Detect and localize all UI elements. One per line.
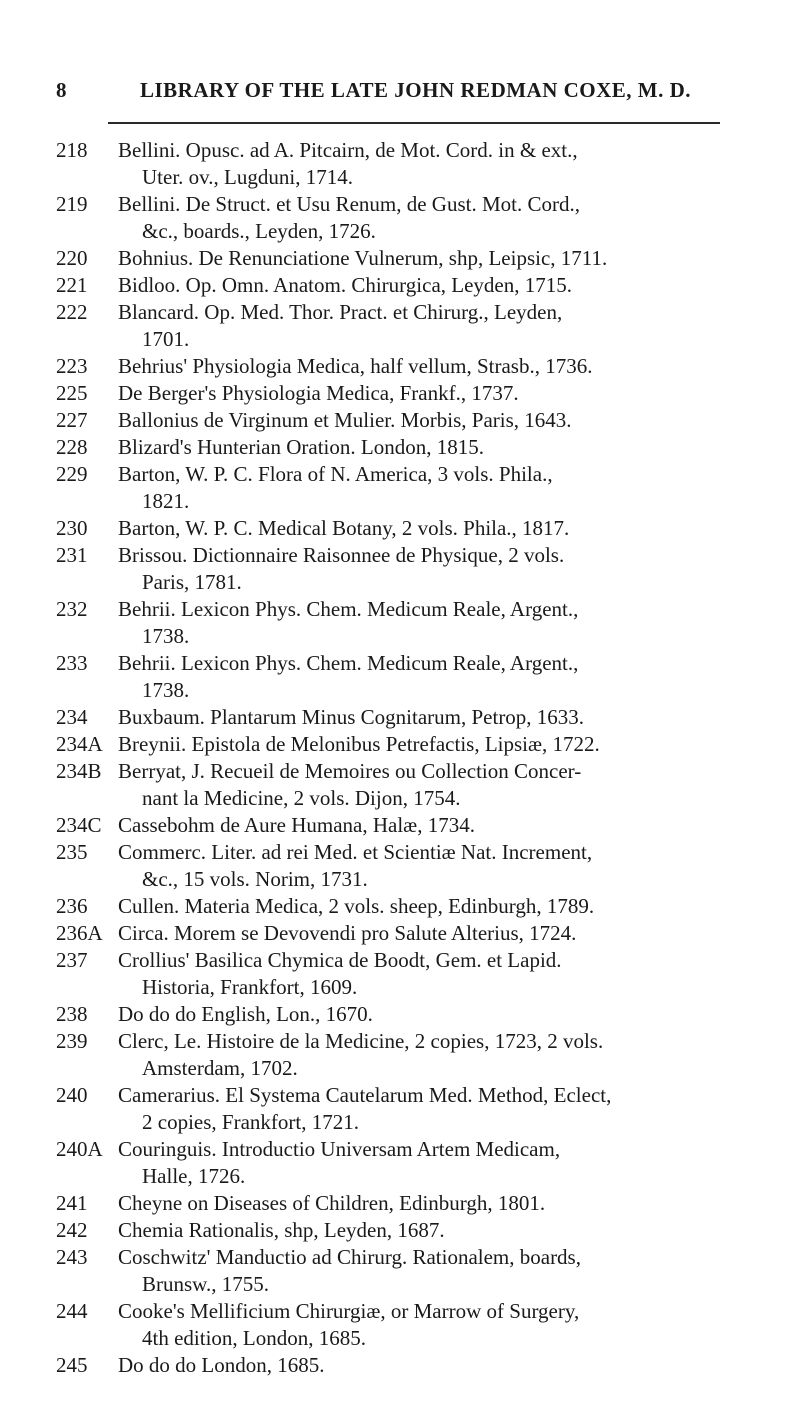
catalog-entry	[56, 1352, 784, 1379]
entry-number: 239	[56, 1029, 88, 1053]
catalog-entry	[56, 920, 784, 947]
entry-text: Bohnius. De Renunciatione Vulnerum, shp, Leipsic, 1711.	[118, 246, 608, 270]
entry-text-continuation: Historia, Frankfort, 1609.	[142, 975, 358, 999]
entry-text: Cooke's Mellificium Chirurgiæ, or Marrow of Surgery,	[118, 1299, 580, 1323]
catalog-entry	[56, 1001, 784, 1028]
catalog-entry	[56, 893, 784, 920]
catalog-entry	[56, 272, 784, 299]
entry-number: 221	[56, 273, 88, 297]
catalog-entry	[56, 353, 784, 380]
entry-text: Do do do English, Lon., 1670.	[118, 1002, 373, 1026]
catalog-entry	[56, 731, 784, 758]
entry-text: Cassebohm de Aure Humana, Halæ, 1734.	[118, 813, 475, 837]
entry-text-continuation: Uter. ov., Lugduni, 1714.	[142, 165, 353, 189]
entry-number: 223	[56, 354, 88, 378]
entry-text: Bellini. De Struct. et Usu Renum, de Gust. Mot. Cord.,	[118, 192, 580, 216]
catalog-entry	[56, 596, 784, 650]
entry-text: Cheyne on Diseases of Children, Edinburgh, 1801.	[118, 1191, 546, 1215]
entry-text: Behrius' Physiologia Medica, half vellum, Strasb., 1736.	[118, 354, 593, 378]
entry-text: Bellini. Opusc. ad A. Pitcairn, de Mot. Cord. in & ext.,	[118, 138, 578, 162]
entry-number: 218	[56, 138, 88, 162]
catalog-entry	[56, 758, 784, 812]
entry-text-continuation: 1738.	[142, 624, 190, 648]
catalog-entry	[56, 1136, 784, 1190]
catalog-entry	[56, 191, 784, 245]
entry-text-continuation: Paris, 1781.	[142, 570, 242, 594]
entry-text-continuation: 4th edition, London, 1685.	[142, 1326, 366, 1350]
running-title: LIBRARY OF THE LATE JOHN REDMAN COXE, M. D.	[140, 78, 692, 102]
catalog-entry	[56, 1217, 784, 1244]
entry-number: 242	[56, 1218, 88, 1242]
page-header	[56, 78, 756, 108]
catalog-entry	[56, 137, 784, 191]
entry-number: 240	[56, 1083, 88, 1107]
entry-number: 228	[56, 435, 88, 459]
entry-number: 234	[56, 705, 88, 729]
catalog-entry	[56, 434, 784, 461]
entry-text: Commerc. Liter. ad rei Med. et Scientiæ Nat. Increment,	[118, 840, 593, 864]
catalog-entry	[56, 839, 784, 893]
page-number: 8	[56, 78, 67, 102]
entry-text-continuation: Amsterdam, 1702.	[142, 1056, 298, 1080]
entry-number: 230	[56, 516, 88, 540]
entry-number: 225	[56, 381, 88, 405]
entry-text-continuation: 1701.	[142, 327, 190, 351]
entry-text: Buxbaum. Plantarum Minus Cognitarum, Petrop, 1633.	[118, 705, 585, 729]
catalog-entry	[56, 461, 784, 515]
entry-number: 220	[56, 246, 88, 270]
catalog-entry	[56, 299, 784, 353]
header-rule	[108, 122, 720, 124]
entry-text: Couringuis. Introductio Universam Artem Medicam,	[118, 1137, 561, 1161]
entry-number: 237	[56, 948, 88, 972]
catalog-entry	[56, 704, 784, 731]
entry-number: 244	[56, 1299, 88, 1323]
entry-number: 243	[56, 1245, 88, 1269]
entry-number: 227	[56, 408, 88, 432]
entry-number: 236A	[56, 921, 103, 945]
entry-text-continuation: Brunsw., 1755.	[142, 1272, 269, 1296]
entry-text: Crollius' Basilica Chymica de Boodt, Gem. et Lapid.	[118, 948, 562, 972]
entry-text: Barton, W. P. C. Flora of N. America, 3 vols. Phila.,	[118, 462, 553, 486]
entry-text-continuation: Halle, 1726.	[142, 1164, 246, 1188]
catalog-entry	[56, 650, 784, 704]
entry-number: 234A	[56, 732, 103, 756]
entry-text: De Berger's Physiologia Medica, Frankf., 1737.	[118, 381, 519, 405]
entry-text: Circa. Morem se Devovendi pro Salute Alterius, 1724.	[118, 921, 577, 945]
catalog-entry	[56, 515, 784, 542]
entry-text: Coschwitz' Manductio ad Chirurg. Rationalem, boards,	[118, 1245, 581, 1269]
entry-number: 231	[56, 543, 88, 567]
entry-text: Blancard. Op. Med. Thor. Pract. et Chirurg., Leyden,	[118, 300, 563, 324]
entry-text: Ballonius de Virginum et Mulier. Morbis, Paris, 1643.	[118, 408, 572, 432]
entry-number: 240A	[56, 1137, 103, 1161]
catalog-entries	[56, 137, 784, 1379]
catalog-entry	[56, 380, 784, 407]
entry-number: 234C	[56, 813, 102, 837]
entry-text: Blizard's Hunterian Oration. London, 1815.	[118, 435, 484, 459]
entry-text-continuation: nant la Medicine, 2 vols. Dijon, 1754.	[142, 786, 461, 810]
entry-number: 235	[56, 840, 88, 864]
catalog-entry	[56, 407, 784, 434]
entry-number: 236	[56, 894, 88, 918]
entry-text: Camerarius. El Systema Cautelarum Med. Method, Eclect,	[118, 1083, 612, 1107]
entry-text: Breynii. Epistola de Melonibus Petrefactis, Lipsiæ, 1722.	[118, 732, 600, 756]
entry-text-continuation: 1738.	[142, 678, 190, 702]
catalog-entry	[56, 245, 784, 272]
entry-text-continuation: 1821.	[142, 489, 190, 513]
entry-text: Brissou. Dictionnaire Raisonnee de Physique, 2 vols.	[118, 543, 565, 567]
entry-text-continuation: 2 copies, Frankfort, 1721.	[142, 1110, 359, 1134]
entry-text-continuation: &c., boards., Leyden, 1726.	[142, 219, 376, 243]
entry-number: 219	[56, 192, 88, 216]
entry-text: Chemia Rationalis, shp, Leyden, 1687.	[118, 1218, 445, 1242]
entry-text-continuation: &c., 15 vols. Norim, 1731.	[142, 867, 368, 891]
catalog-entry	[56, 1028, 784, 1082]
catalog-entry	[56, 542, 784, 596]
entry-number: 238	[56, 1002, 88, 1026]
entry-text: Berryat, J. Recueil de Memoires ou Collection Concer-	[118, 759, 582, 783]
catalog-entry	[56, 1082, 784, 1136]
entry-text: Do do do London, 1685.	[118, 1353, 325, 1377]
entry-number: 232	[56, 597, 88, 621]
entry-number: 229	[56, 462, 88, 486]
entry-number: 234B	[56, 759, 102, 783]
entry-text: Barton, W. P. C. Medical Botany, 2 vols. Phila., 1817.	[118, 516, 570, 540]
entry-text: Cullen. Materia Medica, 2 vols. sheep, Edinburgh, 1789.	[118, 894, 595, 918]
entry-number: 233	[56, 651, 88, 675]
catalog-entry	[56, 812, 784, 839]
entry-text: Behrii. Lexicon Phys. Chem. Medicum Reale, Argent.,	[118, 651, 579, 675]
entry-number: 241	[56, 1191, 88, 1215]
entry-number: 222	[56, 300, 88, 324]
entry-text: Clerc, Le. Histoire de la Medicine, 2 copies, 1723, 2 vols.	[118, 1029, 604, 1053]
entry-text: Behrii. Lexicon Phys. Chem. Medicum Reale, Argent.,	[118, 597, 579, 621]
entry-text: Bidloo. Op. Omn. Anatom. Chirurgica, Leyden, 1715.	[118, 273, 572, 297]
catalog-entry	[56, 947, 784, 1001]
catalog-entry	[56, 1298, 784, 1352]
catalog-entry	[56, 1190, 784, 1217]
entry-number: 245	[56, 1353, 88, 1377]
catalog-entry	[56, 1244, 784, 1298]
